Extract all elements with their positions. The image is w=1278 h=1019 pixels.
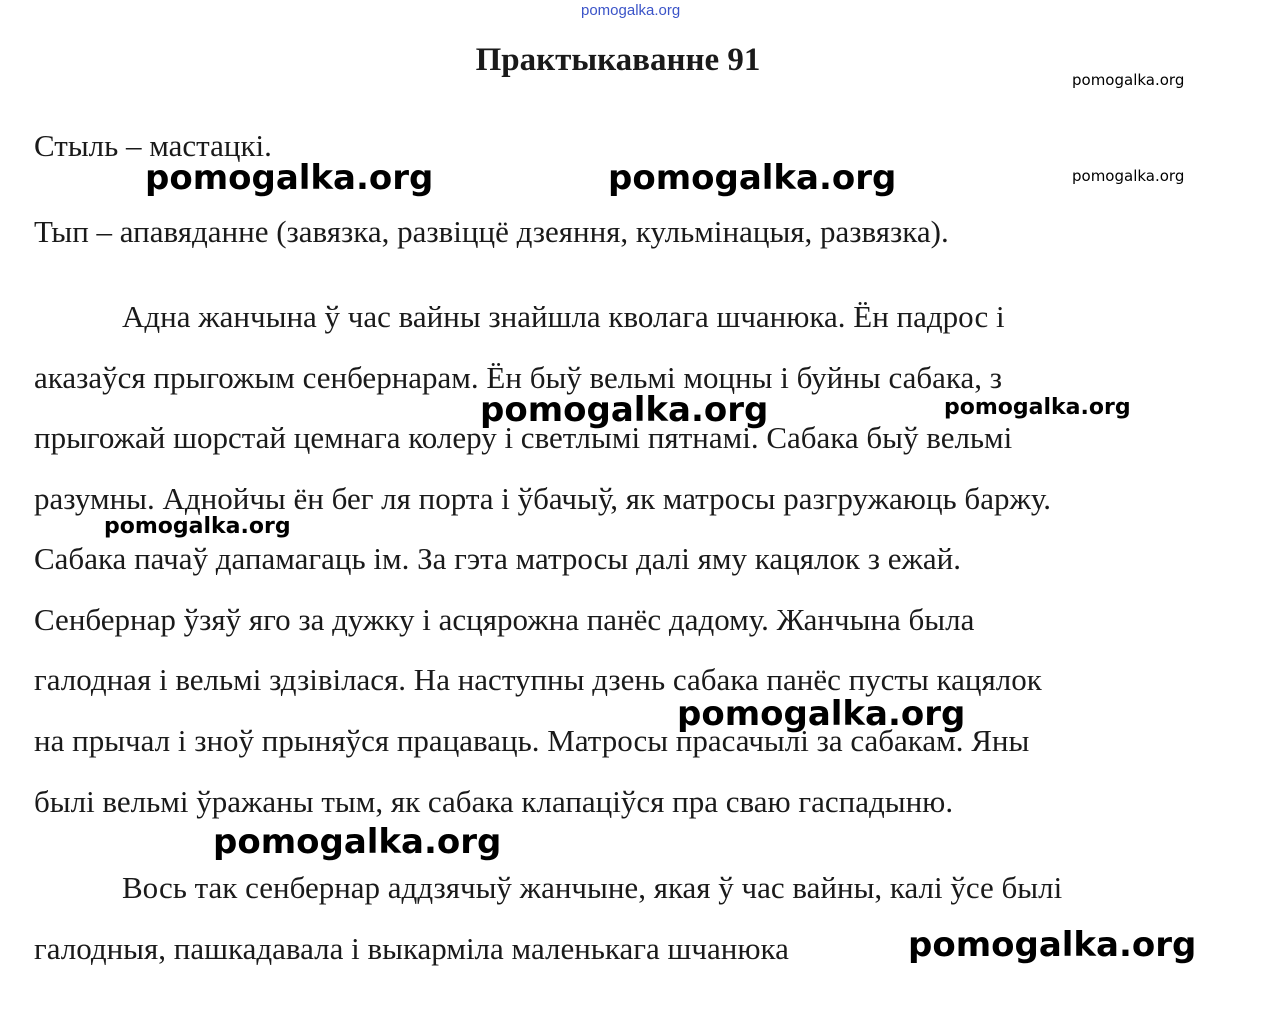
watermark-medium: pomogalka.org <box>104 514 291 539</box>
paragraph-line: былі вельмі ўражаны тым, як сабака клапаціўся пра сваю гаспадыню. <box>34 784 954 819</box>
top-watermark: pomogalka.org <box>581 2 681 19</box>
watermark-small: pomogalka.org <box>1072 71 1185 89</box>
watermark-small: pomogalka.org <box>1072 167 1185 185</box>
paragraph-line: на прычал і зноў прыняўся працаваць. Матросы прасачылі за сабакам. Яны <box>34 723 1030 758</box>
watermark-medium: pomogalka.org <box>944 395 1131 420</box>
paragraph-line: разумны. Аднойчы ён бег ля порта і ўбачыў, як матросы разгружаюць баржу. <box>34 481 1052 516</box>
paragraph-line: Сенбернар ўзяў яго за дужку і асцярожна панёс дадому. Жанчына была <box>34 602 975 637</box>
watermark-large: pomogalka.org <box>480 390 769 430</box>
watermark-large: pomogalka.org <box>908 925 1197 965</box>
page-title: Практыкаванне 91 <box>475 42 761 78</box>
paragraph-line: Сабака пачаў дапамагаць ім. За гэта матросы далі яму кацялок з ежай. <box>34 541 962 576</box>
paragraph-line: Адна жанчына ў час вайны знайшла кволага шчанюка. Ён падрос і <box>122 299 1005 334</box>
type-line: Тып – апавяданне (завязка, развіццё дзеяння, кульмінацыя, развязка). <box>34 214 949 249</box>
paragraph-line: аказаўся прыгожым сенбернарам. Ён быў вельмі моцны і буйны сабака, з <box>34 360 1002 395</box>
watermark-large: pomogalka.org <box>213 822 502 862</box>
style-line: Стыль – мастацкі. <box>34 128 272 163</box>
paragraph-line: галодныя, пашкадавала і выкарміла маленькага шчанюка <box>34 931 789 966</box>
watermark-large: pomogalka.org <box>145 158 434 198</box>
paragraph-line: прыгожай шорстай цемнага колеру і светлымі пятнамі. Сабака быў вельмі <box>34 420 1013 455</box>
watermark-large: pomogalka.org <box>677 694 966 734</box>
watermark-large: pomogalka.org <box>608 158 897 198</box>
paragraph-line: галодная і вельмі здзівілася. На наступны дзень сабака панёс пусты кацялок <box>34 662 1042 697</box>
paragraph-line: Вось так сенбернар аддзячыў жанчыне, якая ў час вайны, калі ўсе былі <box>122 870 1063 905</box>
